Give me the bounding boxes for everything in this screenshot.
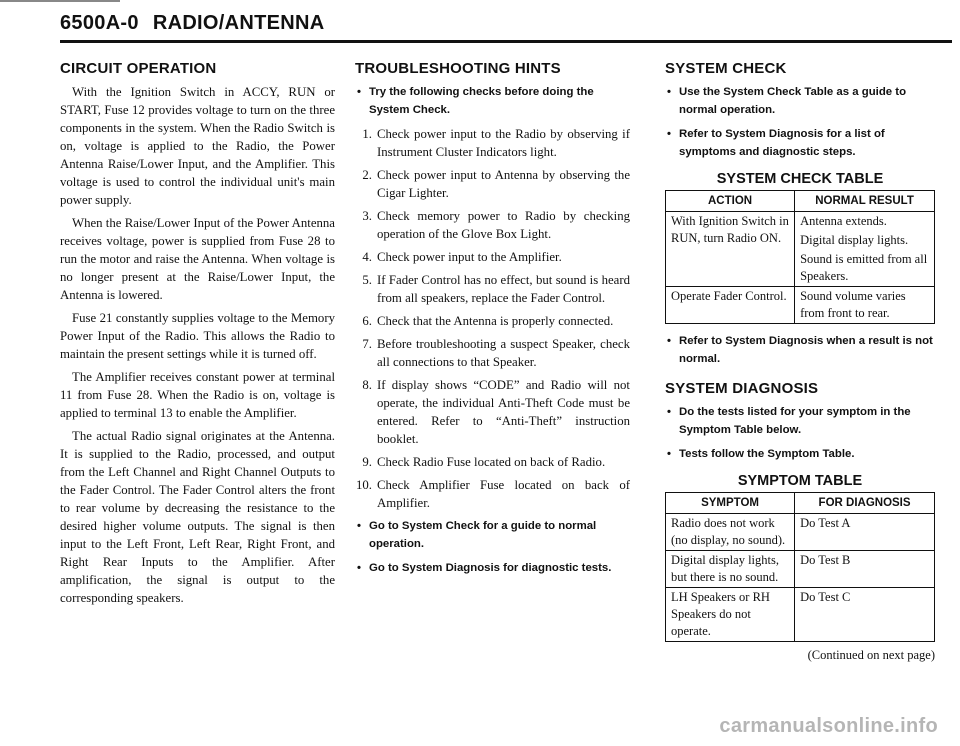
table-row (666, 551, 935, 588)
system-check-bullets (665, 83, 935, 161)
section-code: 6500A-0 (60, 12, 139, 34)
step-number: 10. (356, 478, 372, 492)
symptom-table (665, 492, 935, 642)
page-header (60, 12, 940, 46)
step-number: 7. (362, 337, 372, 351)
table-cell-symptom: Digital display lights, but there is no sound. (666, 551, 795, 588)
header-top-rule (0, 0, 120, 2)
system-check-bullet: • Refer to System Diagnosis for a list of symptoms and diagnostic steps. (665, 125, 935, 161)
table-cell-symptom: Radio does not work (no display, no sound). (666, 514, 795, 551)
circuit-paragraph: When the Raise/Lower Input of the Power Antenna receives voltage, power is supplied from Fuse 28 to run the motor and raise the Antenna. When voltage is no longer present at the Raise/Lower Input, the Antenna is lowered. (60, 216, 335, 302)
table-cell-action: With Ignition Switch in RUN, turn Radio ON. (666, 212, 795, 287)
system-diagnosis-bullet: • Tests follow the Symptom Table. (665, 445, 935, 463)
step-text: Check Amplifier Fuse located on back of Amplifier. (377, 478, 630, 510)
system-diagnosis-heading: SYSTEM DIAGNOSIS (665, 380, 819, 397)
table-cell-result: Sound volume varies from front to rear. (795, 287, 935, 324)
step-number: 1. (362, 127, 372, 141)
step-number: 8. (362, 378, 372, 392)
step-text: Check Radio Fuse located on back of Radio. (377, 455, 606, 469)
step-text: If Fader Control has no effect, but sound is heard from all speakers, replace the Fader Control. (377, 273, 630, 305)
header-rule (60, 40, 952, 43)
column-header-for-diagnosis: FOR DIAGNOSIS (795, 493, 935, 514)
system-check-table (665, 190, 935, 324)
step-item (355, 312, 630, 330)
step-item (355, 335, 630, 371)
step-item (355, 125, 630, 161)
step-number: 9. (362, 455, 372, 469)
step-number: 4. (362, 250, 372, 264)
system-check-heading: SYSTEM CHECK (665, 60, 787, 77)
symptom-table-title: SYMPTOM TABLE (737, 473, 863, 489)
table-cell-diagnosis: Do Test A (795, 514, 935, 551)
table-cell-symptom: LH Speakers or RH Speakers do not operate. (666, 588, 795, 642)
troubleshooting-heading: TROUBLESHOOTING HINTS (355, 60, 561, 77)
step-text: Check memory power to Radio by checking operation of the Glove Box Light. (377, 209, 630, 241)
table-row (666, 514, 935, 551)
step-item (355, 376, 630, 448)
step-text: Check power input to Antenna by observing the Cigar Lighter. (377, 168, 630, 200)
table-cell-result: Antenna extends. (795, 212, 935, 232)
troubleshooting-after-item: • Go to System Check for a guide to normal operation. (355, 517, 630, 553)
table-cell-diagnosis: Do Test C (795, 588, 935, 642)
step-text: If display shows “CODE” and Radio will not operate, the individual Anti-Theft Code must be entered. Refer to “Anti-Theft” instruction booklet. (377, 378, 630, 446)
system-check-table-title: SYSTEM CHECK TABLE (716, 171, 884, 187)
system-diagnosis-bullet: • Do the tests listed for your symptom in the Symptom Table below. (665, 403, 935, 439)
step-item (355, 453, 630, 471)
column-header-action: ACTION (666, 191, 795, 212)
step-item (355, 166, 630, 202)
system-check-note: • Refer to System Diagnosis when a result is not normal. (665, 332, 935, 368)
troubleshooting-after-list (355, 517, 630, 577)
step-item (355, 271, 630, 307)
step-item (355, 248, 630, 266)
watermark: carmanualsonline.info (719, 715, 938, 737)
circuit-paragraph: With the Ignition Switch in ACCY, RUN or START, Fuse 12 provides voltage to turn on the three components in the system. When the Radio Switch is on, voltage is applied to the Radio, the Power Antenna Raise/Lower Input, and the Amplifier. This voltage is used to control the individual unit's main power supply. (60, 85, 335, 207)
table-cell-result: Digital display lights. (795, 231, 935, 250)
step-item (355, 207, 630, 243)
troubleshooting-column (355, 60, 630, 583)
step-item (355, 476, 630, 512)
column-header-symptom: SYMPTOM (666, 493, 795, 514)
troubleshooting-intro-list (355, 83, 630, 119)
table-cell-result: Sound is emitted from all Speakers. (795, 250, 935, 287)
step-number: 2. (362, 168, 372, 182)
step-number: 5. (362, 273, 372, 287)
system-diagnosis-bullets (665, 403, 935, 463)
column-header-normal-result: NORMAL RESULT (795, 191, 935, 212)
page-title: RADIO/ANTENNA (152, 12, 325, 34)
troubleshooting-intro: • Try the following checks before doing the System Check. (355, 83, 630, 119)
circuit-operation-column (60, 60, 335, 612)
table-cell-action: Operate Fader Control. (666, 287, 795, 324)
step-number: 6. (362, 314, 372, 328)
table-row (666, 588, 935, 642)
table-cell-diagnosis: Do Test B (795, 551, 935, 588)
circuit-paragraph: The Amplifier receives constant power at terminal 11 from Fuse 28. When the Radio is on, voltage is applied to terminal 13 to enable the Amplifier. (60, 370, 335, 420)
system-check-note-list (665, 332, 935, 368)
system-check-bullet: • Use the System Check Table as a guide to normal operation. (665, 83, 935, 119)
circuit-paragraph: The actual Radio signal originates at the Antenna. It is supplied to the Radio, processed, and output from the Left Channel and Right Channel Outputs to the Fader Control. The Fader Control alters the front to rear volume by decreasing the resistance to the desired higher volume outputs. The signal is then input to the Left Front, Left Rear, Right Front, and Right Rear Inputs to the Amplifier. After amplification, the signal is output to the corresponding speakers. (60, 429, 335, 605)
system-check-column (665, 60, 935, 663)
step-text: Check power input to the Radio by observing if Instrument Cluster Indicators light. (377, 127, 630, 159)
circuit-paragraph: Fuse 21 constantly supplies voltage to the Memory Power Input of the Radio. This allows the Radio to maintain the present settings while it is turned off. (60, 311, 335, 361)
step-number: 3. (362, 209, 372, 223)
step-text: Check that the Antenna is properly connected. (377, 314, 614, 328)
circuit-operation-heading: CIRCUIT OPERATION (60, 60, 217, 77)
step-text: Before troubleshooting a suspect Speaker, check all connections to that Speaker. (377, 337, 630, 369)
step-text: Check power input to the Amplifier. (377, 250, 562, 264)
troubleshooting-after-item: • Go to System Diagnosis for diagnostic tests. (355, 559, 630, 577)
continued-note: (Continued on next page) (807, 648, 935, 662)
troubleshooting-steps (355, 125, 630, 512)
